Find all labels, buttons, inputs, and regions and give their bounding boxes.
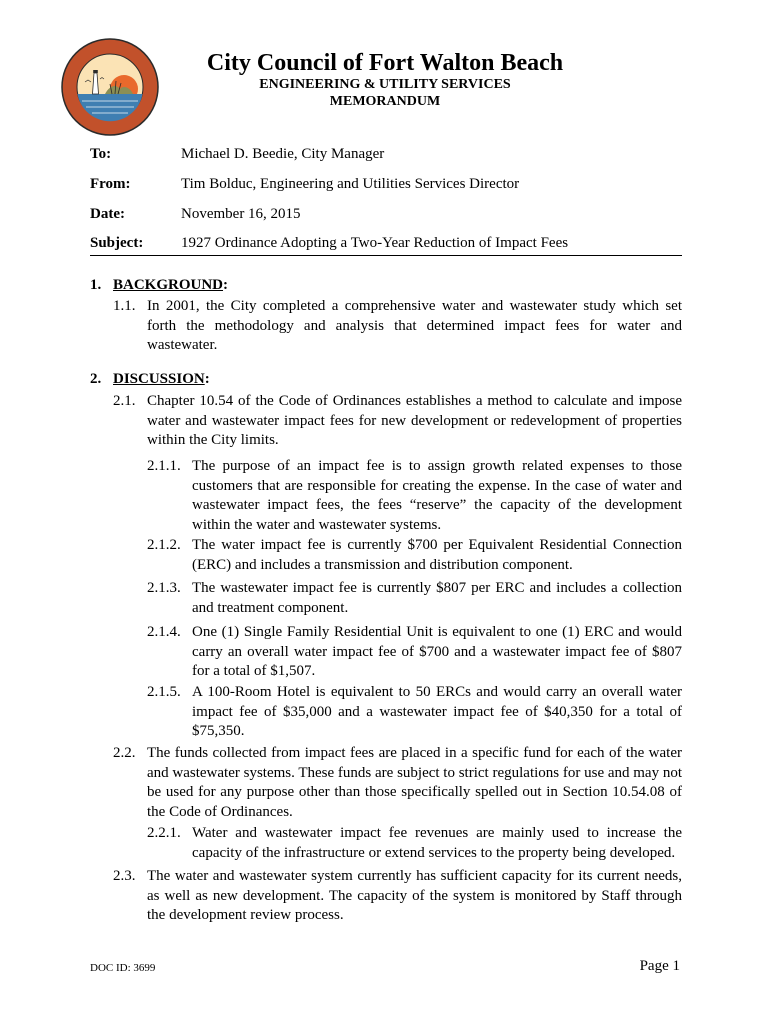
paragraph-2-1-1 <box>147 457 682 535</box>
paragraph-text: In 2001, the City completed a comprehensive water and wastewater study which set forth the methodology and analysis that determined impact fees for water and wastewater. <box>147 298 682 353</box>
paragraph-number: 2.2. <box>113 745 136 761</box>
department-name: ENGINEERING & UTILITY SERVICES <box>259 77 511 92</box>
section-heading-discussion <box>90 370 210 388</box>
memo-from-value: Tim Bolduc, Engineering and Utilities Services Director <box>181 176 520 192</box>
memo-date-label: Date: <box>90 206 125 222</box>
subject-divider <box>90 255 682 256</box>
paragraph-2-2 <box>113 744 682 822</box>
paragraph-text: The purpose of an impact fee is to assign growth related expenses to those customers that are responsible for creating the expense. In the case of water and wastewater impact fees, the fees “reserve” the capacity of the development within the water and wastewater systems. <box>192 458 682 533</box>
paragraph-text: Chapter 10.54 of the Code of Ordinances establishes a method to calculate and impose water and wastewater impact fees for new development or redevelopment of properties within the City limits. <box>147 393 682 448</box>
paragraph-2-1-2 <box>147 536 682 575</box>
memo-subject-label: Subject: <box>90 235 144 251</box>
paragraph-number: 2.1.4. <box>147 624 181 640</box>
paragraph-text: The water and wastewater system currently has sufficient capacity for its current needs, as well as new development. The capacity of the system is monitored by Staff through the development review process. <box>147 868 682 923</box>
paragraph-text: The wastewater impact fee is currently $807 per ERC and includes a collection and treatment component. <box>192 580 682 616</box>
paragraph-1-1 <box>113 297 682 356</box>
section-title: DISCUSSION <box>113 371 205 387</box>
section-colon: : <box>223 277 229 293</box>
paragraph-number: 2.2.1. <box>147 825 181 841</box>
memo-to-value: Michael D. Beedie, City Manager <box>181 146 385 162</box>
page-number: Page 1 <box>639 958 680 974</box>
paragraph-number: 2.1.1. <box>147 458 181 474</box>
section-heading-background <box>90 276 228 294</box>
paragraph-number: 2.1. <box>113 393 136 409</box>
paragraph-text: The water impact fee is currently $700 per Equivalent Residential Connection (ERC) and includes a transmission and distribution component. <box>192 537 682 573</box>
document-id: DOC ID: 3699 <box>90 962 156 974</box>
paragraph-text: A 100-Room Hotel is equivalent to 50 ERCs and would carry an overall water impact fee of $35,000 and a wastewater impact fee of $40,350 for a total of $75,350. <box>192 684 682 739</box>
memo-date-value: November 16, 2015 <box>181 206 301 222</box>
section-number: 2. <box>90 371 102 387</box>
memo-to-label: To: <box>90 146 112 162</box>
paragraph-2-2-1 <box>147 824 682 863</box>
paragraph-text: One (1) Single Family Residential Unit is equivalent to one (1) ERC and would carry an overall water impact fee of $700 and a wastewater impact fee of $807 for a total of $1,507. <box>192 624 682 679</box>
section-colon: : <box>204 371 210 387</box>
paragraph-number: 2.3. <box>113 868 136 884</box>
section-number: 1. <box>90 277 102 293</box>
section-title: BACKGROUND <box>113 277 224 293</box>
paragraph-number: 2.1.3. <box>147 580 181 596</box>
paragraph-number: 1.1. <box>113 298 136 314</box>
paragraph-2-1 <box>113 392 682 451</box>
memo-from-label: From: <box>90 176 131 192</box>
paragraph-2-1-4 <box>147 623 682 682</box>
memo-subject-value: 1927 Ordinance Adopting a Two-Year Reduction of Impact Fees <box>181 235 569 251</box>
document-type: MEMORANDUM <box>329 94 441 109</box>
paragraph-number: 2.1.2. <box>147 537 181 553</box>
memo-title: City Council of Fort Walton Beach <box>206 50 564 76</box>
paragraph-2-3 <box>113 867 682 926</box>
paragraph-2-1-5 <box>147 683 682 742</box>
paragraph-text: Water and wastewater impact fee revenues are mainly used to increase the capacity of the infrastructure or extend services to the property being developed. <box>192 825 682 861</box>
paragraph-2-1-3 <box>147 579 682 618</box>
paragraph-text: The funds collected from impact fees are placed in a specific fund for each of the water and wastewater systems. These funds are subject to strict regulations for use and may not be used for any purpose other than those specifically spelled out in Section 10.54.08 of the Code of Ordinances. <box>147 745 682 820</box>
city-seal-logo <box>60 37 160 137</box>
paragraph-number: 2.1.5. <box>147 684 181 700</box>
